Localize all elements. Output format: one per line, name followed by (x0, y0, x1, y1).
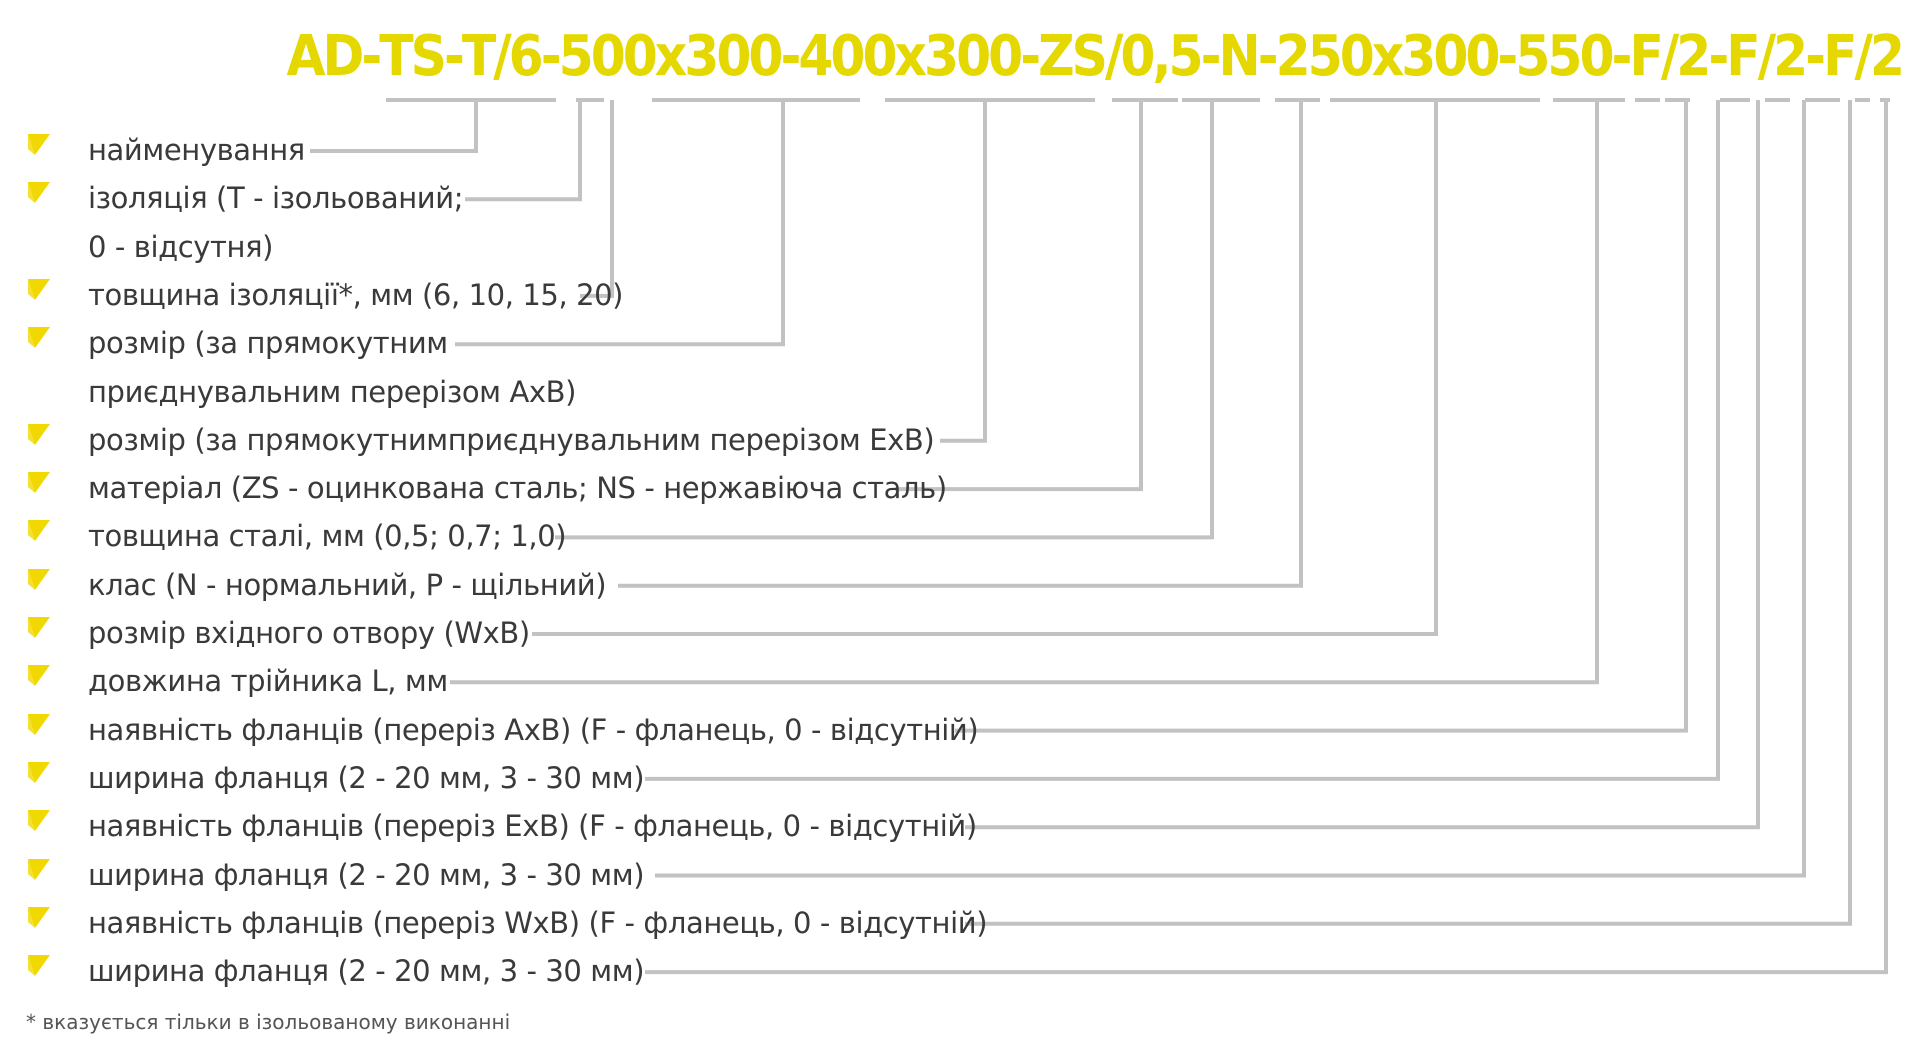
legend-label: клас (N - нормальний, P - щільний) (88, 567, 607, 602)
code-segment: N (1218, 24, 1258, 89)
legend-label: товщина ізоляції*, мм (6, 10, 15, 20) (88, 277, 624, 312)
code-segment: 2 (1869, 24, 1902, 89)
legend-label: наявність фланців (переріз WxB) (F - фланець, 0 - відсутній) (88, 905, 988, 940)
footnote: * вказується тільки в ізольованому виконанні (26, 1010, 511, 1034)
legend-label: ширина фланця (2 - 20 мм, 3 - 30 мм) (88, 760, 645, 795)
bullet-icon (28, 279, 50, 301)
code-separator: / (493, 24, 509, 89)
code-separator: - (1497, 24, 1516, 89)
legend-label: розмір вхідного отвору (WxB) (88, 616, 530, 650)
legend-label: розмір (за прямокутнимприєднувальним перерізом ExB) (88, 422, 935, 457)
code-segment: T (461, 24, 494, 89)
legend-label: наявність фланців (переріз AxB) (F - фланець, 0 - відсутній) (88, 712, 979, 747)
code-segment: 0,5 (1120, 24, 1201, 89)
code-separator: / (1104, 24, 1121, 89)
legend-label: приєднувальним перерізом AxB) (88, 374, 577, 409)
code-separator: - (1200, 24, 1219, 89)
code-segment: 6 (508, 24, 541, 89)
code-separator: - (540, 24, 559, 89)
legend-label: ізоляція (T - ізольований; (88, 181, 464, 216)
code-separator: / (1854, 24, 1870, 89)
legend-label: матеріал (ZS - оцинкована сталь; NS - нержавіюча сталь) (88, 471, 947, 506)
legend-label: товщина сталі, мм (0,5; 0,7; 1,0) (88, 519, 567, 554)
bullet-icon (28, 859, 50, 881)
bullet-icon (28, 955, 50, 977)
code-segment: TS (379, 24, 444, 89)
code-segment: 400x300 (798, 24, 1021, 89)
legend-label: довжина трійника L, мм (88, 664, 448, 699)
legend-label: ширина фланця (2 - 20 мм, 3 - 30 мм) (88, 954, 645, 989)
code-separator: - (361, 24, 380, 89)
bullet-icon (28, 762, 50, 784)
code-separator: / (1757, 24, 1774, 89)
code-separator: - (443, 24, 462, 89)
bullet-icon (28, 472, 50, 494)
code-separator: - (1257, 24, 1276, 89)
code-separator: - (1611, 24, 1630, 89)
bullet-icon (28, 810, 50, 832)
code-segment: F (1629, 24, 1661, 89)
code-segment: AD (286, 24, 362, 89)
code-segment: 250x300 (1275, 24, 1498, 89)
bullet-icon (28, 907, 50, 929)
code-separator: - (780, 24, 799, 89)
legend-label: розмір (за прямокутним (88, 326, 448, 361)
legend-label: 0 - відсутня) (88, 229, 274, 264)
code-separator: - (1020, 24, 1039, 89)
legend-label: ширина фланця (2 - 20 мм, 3 - 30 мм) (88, 857, 645, 892)
code-segment: F (1823, 24, 1855, 89)
code-separator: / (1660, 24, 1677, 89)
legend-label: найменування (88, 133, 305, 167)
code-segment: F (1726, 24, 1758, 89)
code-segment: 500x300 (558, 24, 781, 89)
code-segment: 2 (1773, 24, 1806, 89)
bullet-icon (28, 617, 50, 639)
bullet-icon (28, 520, 50, 542)
code-segment: 2 (1676, 24, 1709, 89)
code-separator: - (1805, 24, 1824, 89)
bullet-icon (28, 714, 50, 736)
bullet-icon (28, 424, 50, 446)
code-segment: ZS (1038, 24, 1105, 89)
bullet-icon (28, 134, 50, 156)
code-separator: - (1708, 24, 1727, 89)
bullet-icon (28, 665, 50, 687)
bullet-icon (28, 327, 50, 349)
bullet-icon (28, 569, 50, 591)
code-segment: 550 (1515, 24, 1612, 89)
bullet-icon (28, 182, 50, 204)
legend-label: наявність фланців (переріз ExB) (F - фланець, 0 - відсутній) (88, 809, 977, 844)
